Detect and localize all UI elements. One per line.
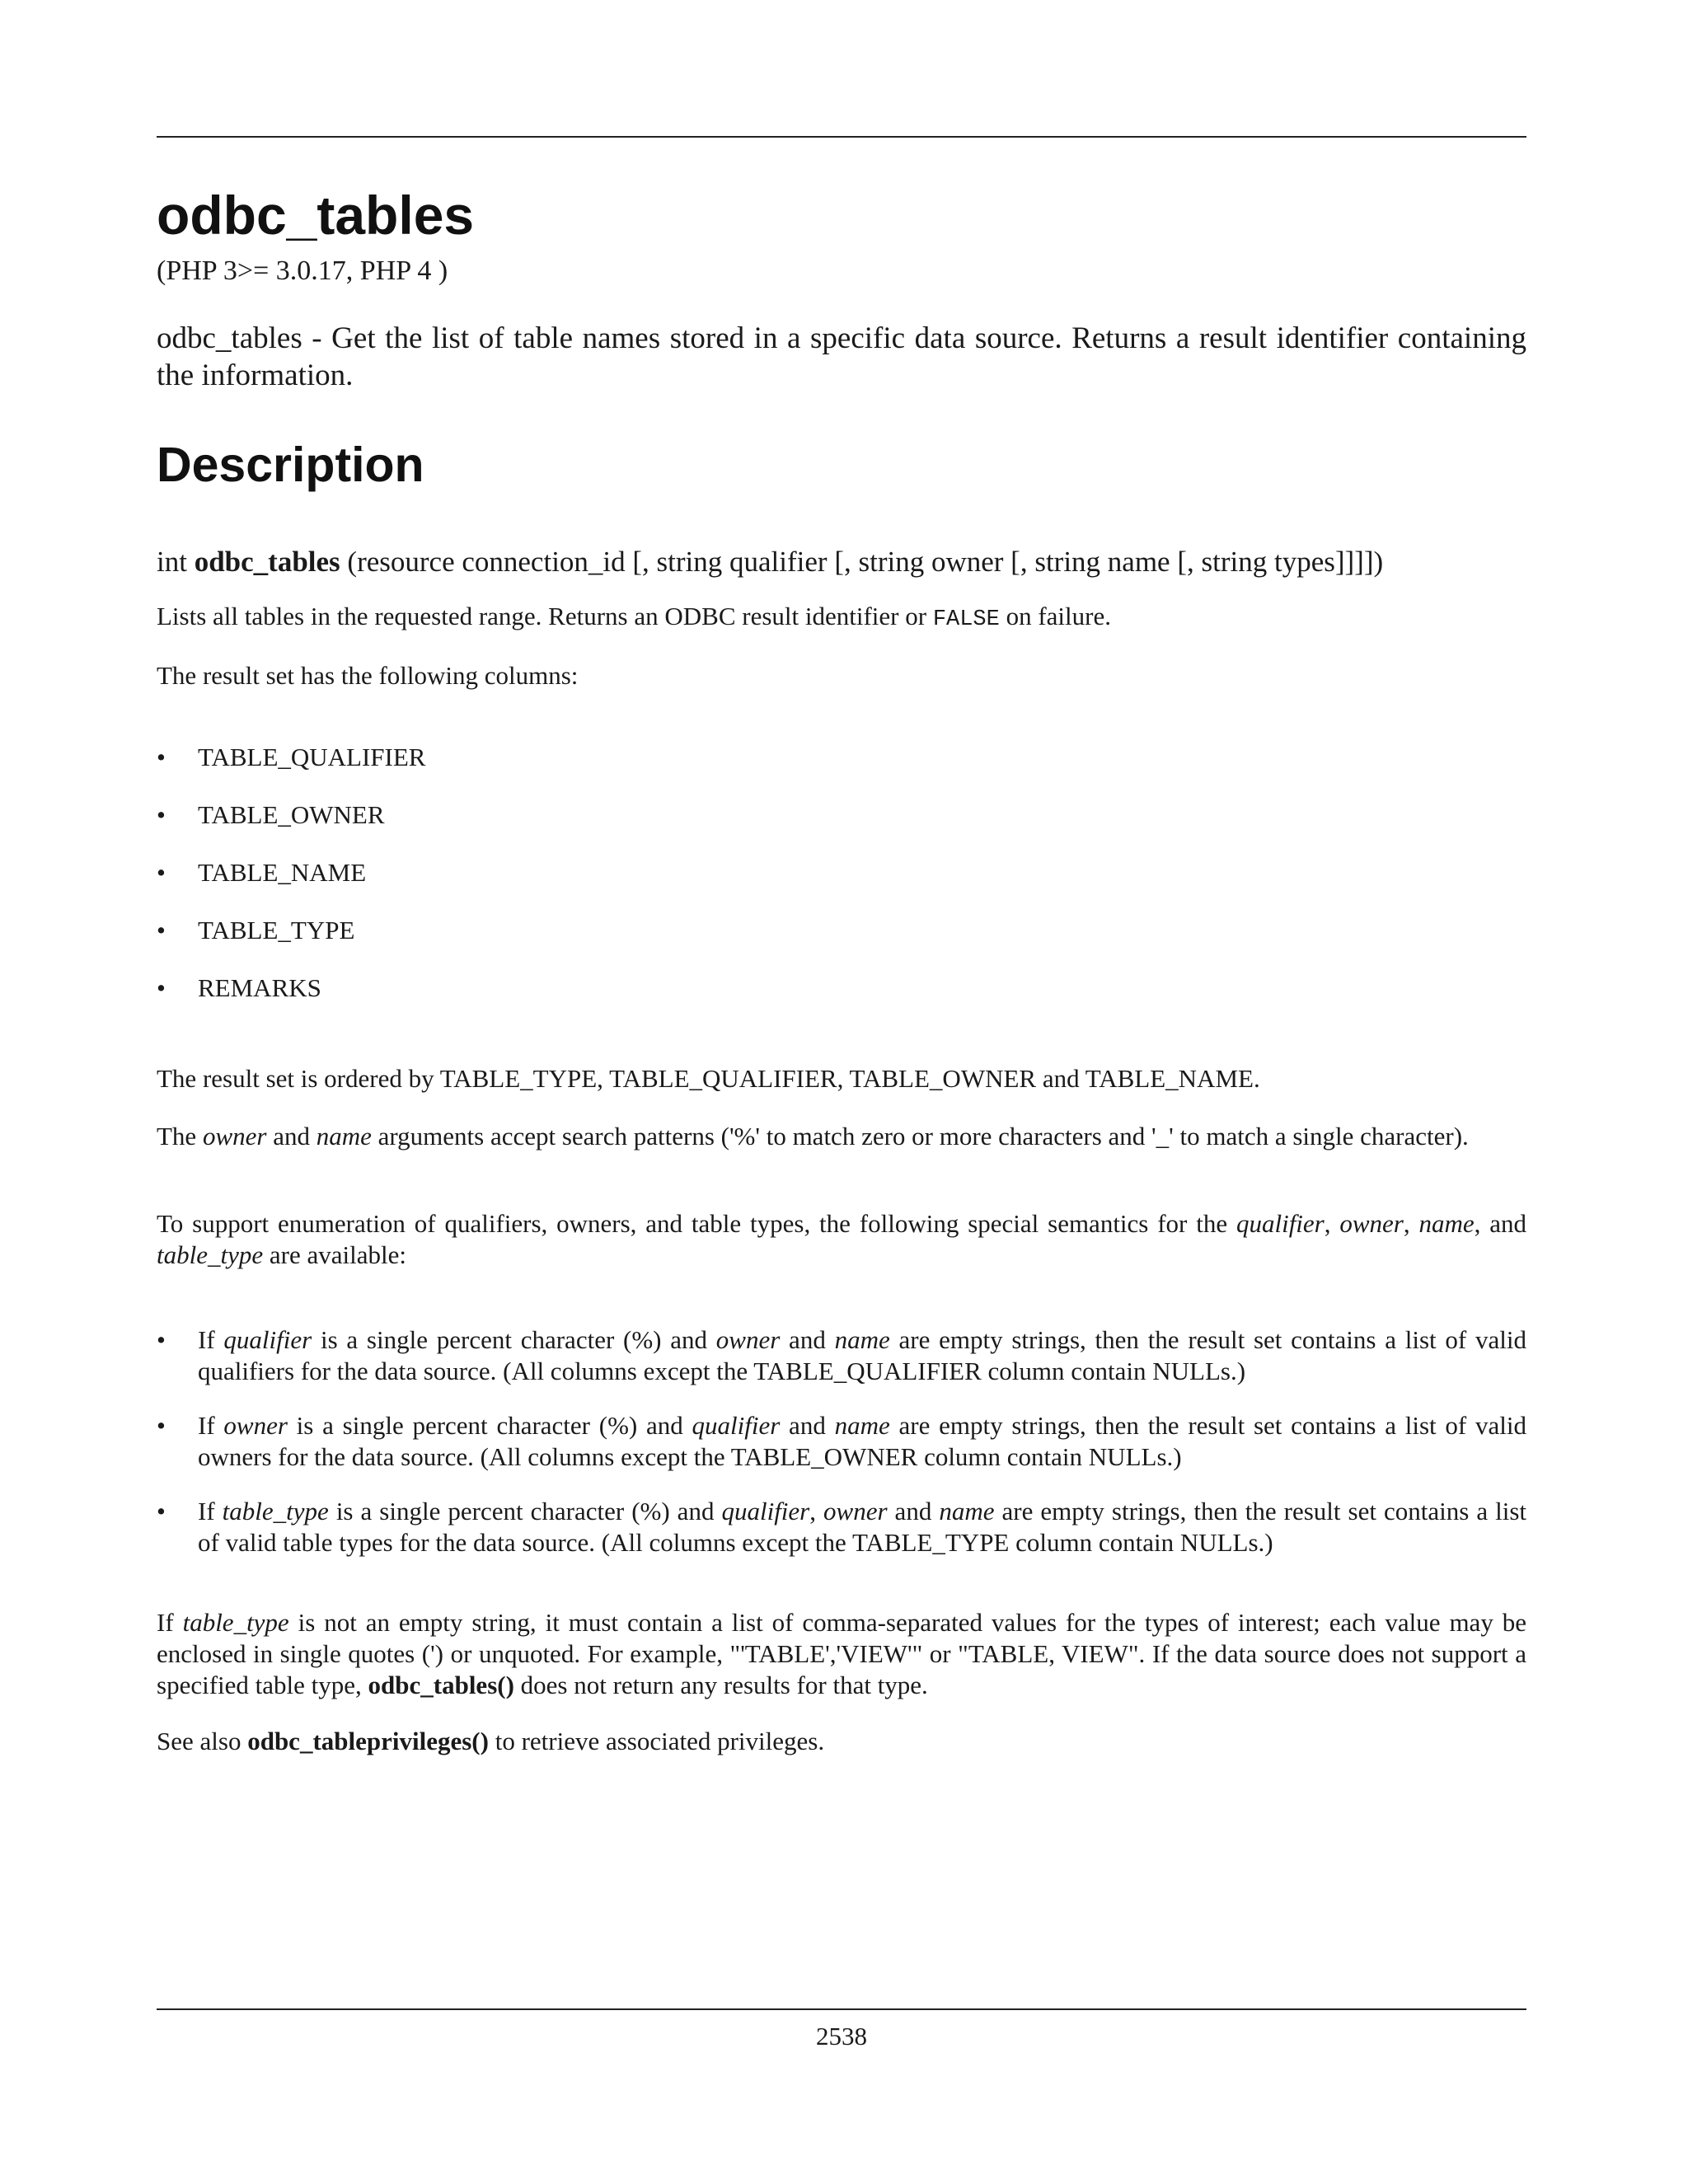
page-number: 2538	[816, 2022, 867, 2050]
list-item: • If table_type is a single percent character (%) and qualifier, owner and name are empty strings, then the result set contains a list of valid table types for the data source. (All columns except the TABLE_TYPE column contain NULLs.)	[157, 1497, 1527, 1557]
list-item: • TABLE_TYPE	[157, 916, 355, 944]
columns-list	[157, 742, 1526, 1030]
return-value-paragraph: Lists all tables in the requested range. Returns an ODBC result identifier or FALSE on failure.	[157, 602, 1111, 632]
bullet-glyph: •	[157, 916, 166, 944]
bottom-rule	[157, 2008, 1526, 2010]
synopsis-function-name: odbc_tables	[194, 546, 340, 578]
synopsis-params: (resource connection_id [, string qualifier [, string owner [, string name [, string types]]]])	[340, 546, 1384, 578]
list-item: • If owner is a single percent character (%) and qualifier and name are empty strings, then the result set contains a list of valid owners for the data source. (All columns except the TABLE_OWNER column contain NULLs.)	[157, 1411, 1526, 1471]
function-summary: odbc_tables - Get the list of table names stored in a specific data source. Returns a result identifier containing the information.	[157, 321, 1526, 392]
enumeration-paragraph: To support enumeration of qualifiers, owners, and table types, the following special semantics for the qualifier, owner, name, and table_type are available:	[157, 1209, 1526, 1269]
false-constant: FALSE	[932, 607, 1000, 632]
search-patterns-paragraph: The owner and name arguments accept search patterns ('%' to match zero or more characters and '_' to match a single character).	[157, 1122, 1469, 1151]
bullet-glyph: •	[157, 1411, 166, 1440]
list-item: • REMARKS	[157, 973, 321, 1002]
odbc-tables-function-link[interactable]: odbc_tables()	[368, 1671, 514, 1699]
semantics-list	[157, 1324, 1526, 1582]
document-page	[157, 0, 1526, 2184]
bullet-glyph: •	[157, 743, 166, 771]
version-info: (PHP 3>= 3.0.17, PHP 4 )	[157, 255, 448, 286]
list-item: • TABLE_NAME	[157, 858, 367, 887]
top-rule	[157, 136, 1526, 138]
description-heading: Description	[157, 438, 424, 492]
bullet-glyph: •	[157, 973, 166, 1002]
bullet-glyph: •	[157, 1325, 166, 1354]
page-title: odbc_tables	[157, 185, 475, 246]
bullet-glyph: •	[157, 858, 166, 887]
synopsis-return-type: int	[157, 546, 195, 578]
odbc-tableprivileges-link[interactable]: odbc_tableprivileges()	[247, 1727, 489, 1755]
function-synopsis	[157, 544, 1526, 580]
list-item: • TABLE_QUALIFIER	[157, 743, 426, 771]
bullet-glyph: •	[157, 800, 166, 829]
list-item: • TABLE_OWNER	[157, 800, 385, 829]
columns-intro-paragraph: The result set has the following columns:	[157, 661, 579, 690]
list-item: • If qualifier is a single percent character (%) and owner and name are empty strings, then the result set contains a list of valid qualifiers for the data source. (All columns except the TABLE_QUALIFIER column contain NULLs.)	[157, 1325, 1526, 1385]
see-also-paragraph: See also odbc_tableprivileges() to retrieve associated privileges.	[157, 1727, 825, 1755]
bullet-glyph: •	[157, 1497, 166, 1526]
ordering-paragraph: The result set is ordered by TABLE_TYPE, TABLE_QUALIFIER, TABLE_OWNER and TABLE_NAME.	[157, 1064, 1260, 1093]
table-type-paragraph: If table_type is not an empty string, it must contain a list of comma-separated values for the types of interest; each value may be enclosed in single quotes (') or unquoted. For example, "'TABLE','VIEW'" or "TABLE, VIEW". If the data source does not support a specified table type, odbc_tables() does not return any results for that type.	[157, 1608, 1526, 1699]
